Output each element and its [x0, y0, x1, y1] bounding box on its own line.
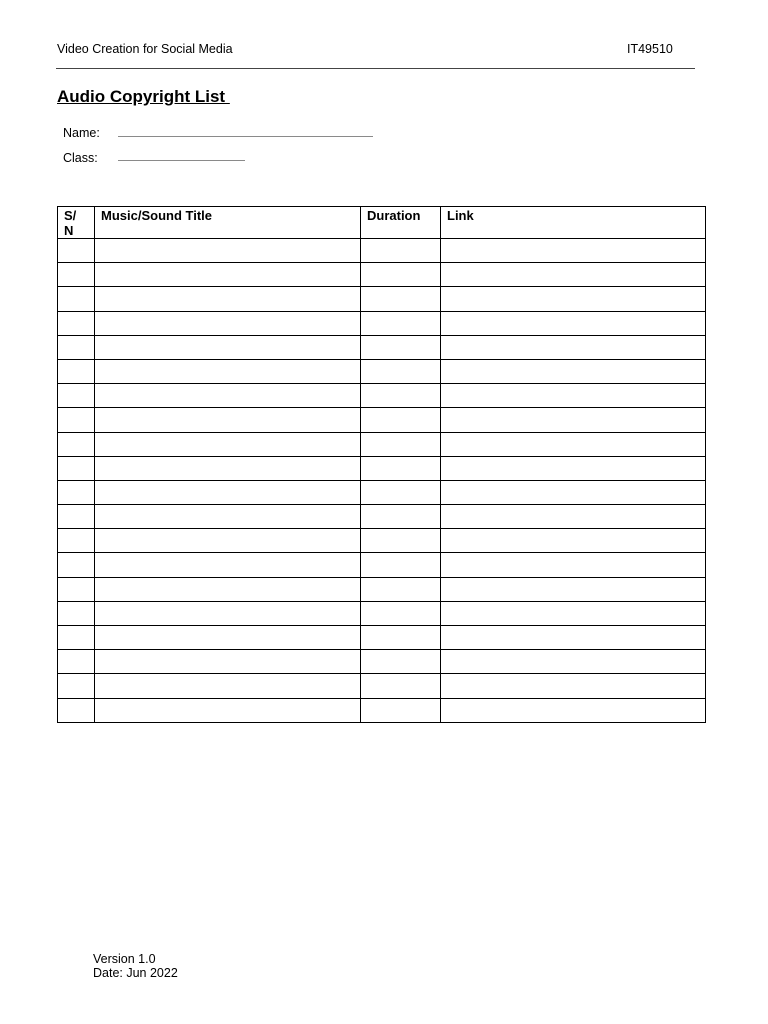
cell-duration[interactable] [361, 263, 441, 287]
cell-title[interactable] [95, 432, 361, 456]
course-title: Video Creation for Social Media [57, 42, 233, 56]
cell-title[interactable] [95, 553, 361, 577]
cell-link[interactable] [441, 432, 706, 456]
cell-duration[interactable] [361, 335, 441, 359]
cell-sn[interactable] [58, 698, 95, 722]
table-row [58, 263, 706, 287]
cell-sn[interactable] [58, 335, 95, 359]
cell-duration[interactable] [361, 480, 441, 504]
cell-link[interactable] [441, 287, 706, 311]
cell-title[interactable] [95, 674, 361, 698]
cell-title[interactable] [95, 335, 361, 359]
table-row [58, 674, 706, 698]
table-row [58, 287, 706, 311]
table-row [58, 408, 706, 432]
table-row [58, 359, 706, 383]
cell-link[interactable] [441, 650, 706, 674]
cell-sn[interactable] [58, 263, 95, 287]
cell-link[interactable] [441, 456, 706, 480]
table-row [58, 650, 706, 674]
cell-sn[interactable] [58, 601, 95, 625]
cell-sn[interactable] [58, 674, 95, 698]
name-label: Name: [63, 126, 100, 140]
cell-title[interactable] [95, 626, 361, 650]
cell-duration[interactable] [361, 456, 441, 480]
cell-link[interactable] [441, 553, 706, 577]
cell-sn[interactable] [58, 311, 95, 335]
table-row [58, 529, 706, 553]
cell-sn[interactable] [58, 432, 95, 456]
cell-duration[interactable] [361, 311, 441, 335]
cell-duration[interactable] [361, 698, 441, 722]
cell-sn[interactable] [58, 239, 95, 263]
cell-sn[interactable] [58, 553, 95, 577]
cell-title[interactable] [95, 480, 361, 504]
cell-link[interactable] [441, 263, 706, 287]
table-row [58, 239, 706, 263]
cell-title[interactable] [95, 456, 361, 480]
date-text: Date: Jun 2022 [93, 966, 178, 980]
cell-link[interactable] [441, 239, 706, 263]
table-row [58, 432, 706, 456]
table-row [58, 577, 706, 601]
cell-title[interactable] [95, 311, 361, 335]
column-header-sn: S/ N [58, 207, 95, 239]
cell-sn[interactable] [58, 359, 95, 383]
cell-sn[interactable] [58, 626, 95, 650]
cell-link[interactable] [441, 674, 706, 698]
cell-link[interactable] [441, 601, 706, 625]
cell-duration[interactable] [361, 505, 441, 529]
cell-link[interactable] [441, 335, 706, 359]
cell-duration[interactable] [361, 384, 441, 408]
cell-sn[interactable] [58, 505, 95, 529]
audio-copyright-table [57, 206, 706, 723]
class-label: Class: [63, 151, 98, 165]
cell-sn[interactable] [58, 456, 95, 480]
table-row [58, 626, 706, 650]
cell-sn[interactable] [58, 287, 95, 311]
cell-sn[interactable] [58, 577, 95, 601]
cell-title[interactable] [95, 577, 361, 601]
cell-sn[interactable] [58, 650, 95, 674]
document-title: Audio Copyright List [57, 87, 230, 106]
header-divider [56, 68, 695, 69]
cell-duration[interactable] [361, 239, 441, 263]
table-header-row [58, 207, 706, 239]
cell-link[interactable] [441, 505, 706, 529]
cell-title[interactable] [95, 698, 361, 722]
table-row [58, 335, 706, 359]
cell-duration[interactable] [361, 432, 441, 456]
table-row [58, 480, 706, 504]
table-row [58, 698, 706, 722]
cell-link[interactable] [441, 408, 706, 432]
cell-duration[interactable] [361, 287, 441, 311]
column-header-duration: Duration [361, 207, 441, 239]
table-row [58, 456, 706, 480]
course-code: IT49510 [627, 42, 673, 56]
table-row [58, 384, 706, 408]
cell-duration[interactable] [361, 650, 441, 674]
table-row [58, 505, 706, 529]
cell-link[interactable] [441, 311, 706, 335]
column-header-title: Music/Sound Title [95, 207, 361, 239]
cell-link[interactable] [441, 480, 706, 504]
cell-duration[interactable] [361, 408, 441, 432]
cell-link[interactable] [441, 577, 706, 601]
cell-sn[interactable] [58, 480, 95, 504]
cell-sn[interactable] [58, 384, 95, 408]
version-text: Version 1.0 [93, 952, 156, 966]
cell-sn[interactable] [58, 529, 95, 553]
cell-sn[interactable] [58, 408, 95, 432]
cell-link[interactable] [441, 698, 706, 722]
cell-title[interactable] [95, 408, 361, 432]
cell-duration[interactable] [361, 626, 441, 650]
cell-duration[interactable] [361, 359, 441, 383]
cell-title[interactable] [95, 263, 361, 287]
table-row [58, 601, 706, 625]
table-row [58, 311, 706, 335]
cell-title[interactable] [95, 384, 361, 408]
cell-title[interactable] [95, 359, 361, 383]
cell-duration[interactable] [361, 577, 441, 601]
cell-link[interactable] [441, 529, 706, 553]
cell-title[interactable] [95, 287, 361, 311]
cell-duration[interactable] [361, 601, 441, 625]
table-body [58, 239, 706, 723]
cell-title[interactable] [95, 529, 361, 553]
cell-title[interactable] [95, 239, 361, 263]
cell-duration[interactable] [361, 529, 441, 553]
name-field[interactable] [118, 136, 373, 137]
class-field[interactable] [118, 160, 245, 161]
table-row [58, 553, 706, 577]
cell-title[interactable] [95, 601, 361, 625]
cell-title[interactable] [95, 505, 361, 529]
cell-title[interactable] [95, 650, 361, 674]
cell-link[interactable] [441, 626, 706, 650]
cell-duration[interactable] [361, 553, 441, 577]
cell-duration[interactable] [361, 674, 441, 698]
cell-link[interactable] [441, 384, 706, 408]
column-header-link: Link [441, 207, 706, 239]
cell-link[interactable] [441, 359, 706, 383]
